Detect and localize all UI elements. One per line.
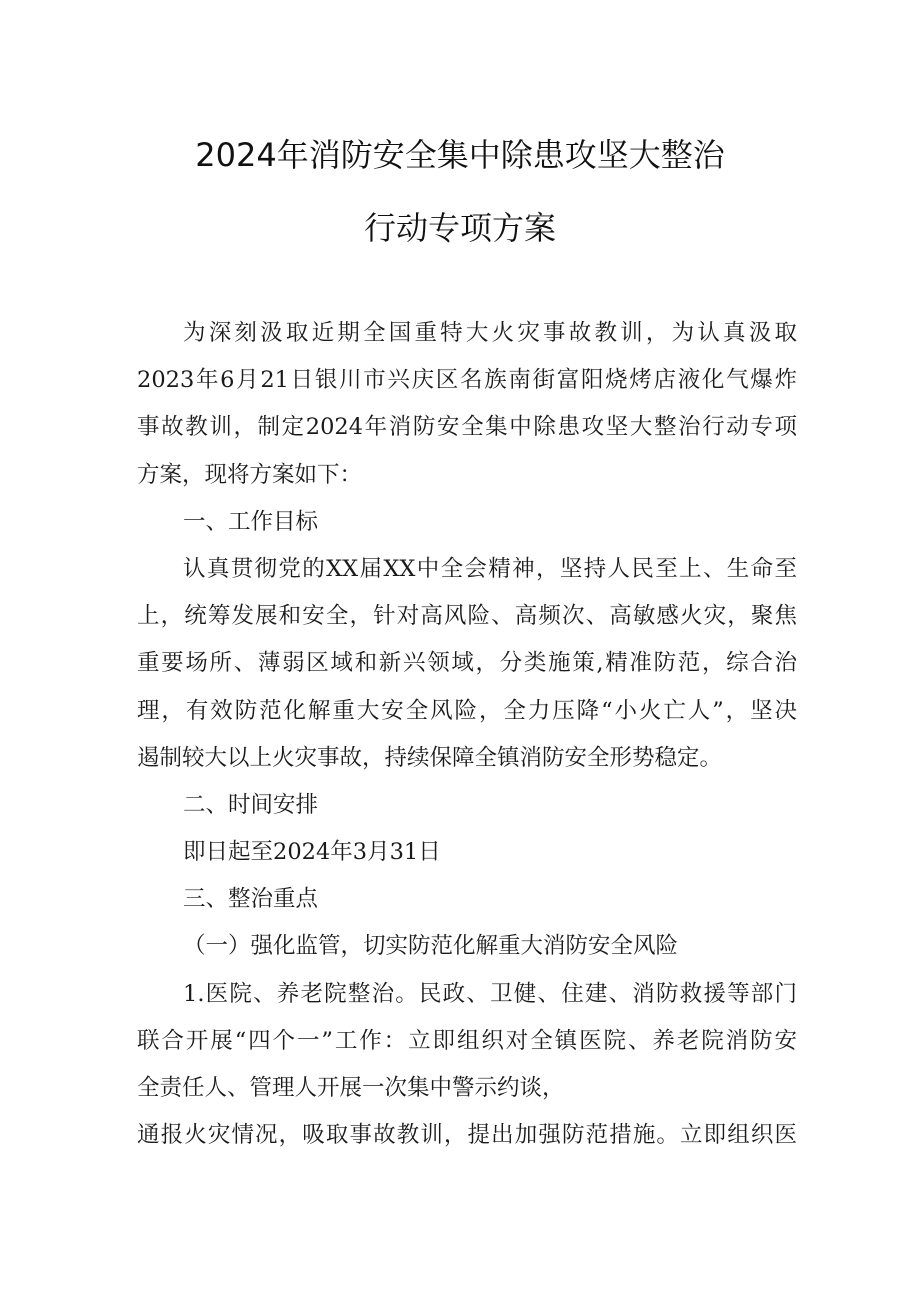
subsection-heading: （一）强化监管，切实防范化解重大消防安全风险 <box>183 933 679 960</box>
body-line: 1.医院、养老院整治。民政、卫健、住建、消防救援等部门 <box>183 980 797 1007</box>
section-heading: 二、时间安排 <box>183 791 319 818</box>
document-body <box>137 310 797 1159</box>
document-title-line-1: 2024年消防安全集中除患攻坚大整治 <box>195 136 725 174</box>
body-line: 认真贯彻党的XX届XX中全会精神，坚持人民至上、生命至 <box>183 555 797 582</box>
body-line: 为深刻汲取近期全国重特大火灾事故教训，为认真汲取 <box>183 320 797 346</box>
body-line: 事故教训，制定2024年消防安全集中除患攻坚大整治行动专项 <box>137 414 797 441</box>
document-title-line-2: 行动专项方案 <box>363 209 556 247</box>
section-heading: 三、整治重点 <box>183 886 319 913</box>
body-line: 遏制较大以上火灾事故，持续保障全镇消防安全形势稳定。 <box>137 744 723 771</box>
body-line: 2023年6月21日银川市兴庆区名族南街富阳烧烤店液化气爆炸 <box>137 367 797 394</box>
body-line: 理，有效防范化解重大安全风险，全力压降“小火亡人”，坚决 <box>137 697 797 724</box>
body-line: 方案，现将方案如下： <box>137 461 363 488</box>
section-heading: 一、工作目标 <box>183 508 319 535</box>
body-line: 重要场所、薄弱区域和新兴领域，分类施策,精准防范，综合治 <box>137 650 797 677</box>
body-line: 通报火灾情况，吸取事故教训，提出加强防范措施。立即组织医 <box>137 1122 797 1149</box>
body-line: 即日起至2024年3月31日 <box>183 839 441 866</box>
body-line: 上，统筹发展和安全，针对高风险、高频次、高敏感火灾，聚焦 <box>137 603 797 630</box>
body-line: 全责任人、管理人开展一次集中警示约谈， <box>137 1075 565 1101</box>
body-line: 联合开展“四个一”工作：立即组织对全镇医院、养老院消防安 <box>137 1027 797 1054</box>
